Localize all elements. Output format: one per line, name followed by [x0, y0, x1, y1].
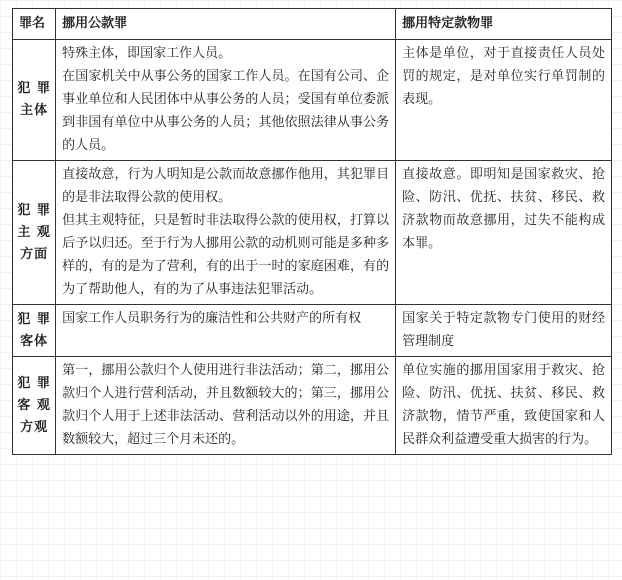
table-row-object — [13, 305, 612, 357]
cell-object-public-funds — [56, 305, 396, 357]
row-label-subjective — [13, 161, 56, 305]
cell-objective-specific-funds — [396, 357, 612, 455]
header-misappropriate-specific-funds: 挪用特定款物罪 — [396, 9, 612, 40]
cell-object-specific-funds — [396, 305, 612, 357]
row-label-line: 主体 — [20, 103, 49, 118]
table-header-row — [13, 9, 612, 40]
row-label-line: 主 观 — [17, 224, 51, 240]
cell-paragraph: 特殊主体，即国家工作人员。 — [62, 46, 232, 61]
cell-paragraph: 主体是单位，对于直接责任人员处罚的规定，是对单位实行单罚制的表现。 — [402, 46, 605, 107]
cell-paragraph: 在国家机关中从事公务的国家工作人员。在国有公司、企事业单位和人民团体中从事公务的人员；受国有单位委派到非国有单位中从事公务的人员；其他依照法律从事公务的人员。 — [62, 69, 390, 153]
row-label-object — [13, 305, 56, 357]
table-row-objective — [13, 357, 612, 455]
cell-paragraph: 国家关于特定款物专门使用的财经管理制度 — [402, 311, 605, 349]
header-crime-name: 罪名 — [13, 9, 56, 40]
cell-paragraph: 第一，挪用公款归个人使用进行非法活动；第二，挪用公款归个人进行营利活动，并且数额较大的；第三，挪用公款归个人用于上述非法活动、营利活动以外的用途，并且数额较大，超过三个月未还的。 — [62, 363, 390, 447]
cell-paragraph: 国家工作人员职务行为的廉洁性和公共财产的所有权 — [62, 311, 362, 326]
table-row-subjective — [13, 161, 612, 305]
cell-objective-public-funds — [56, 357, 396, 455]
cell-paragraph: 直接故意，行为人明知是公款而故意挪作他用，其犯罪目的是非法取得公款的使用权。 — [62, 167, 390, 205]
cell-paragraph: 但其主观特征，只是暂时非法取得公款的使用权，打算以后予以归还。至于行为人挪用公款的动机则可能是多种多样的，有的是为了营利，有的出于一时的家庭困难，有的为了帮助他人，有的为了从事违法犯罪活动。 — [62, 213, 390, 297]
cell-subjective-specific-funds — [396, 161, 612, 305]
table-row-subject — [13, 40, 612, 161]
header-embezzle-public-funds: 挪用公款罪 — [56, 9, 396, 40]
cell-subjective-public-funds — [56, 161, 396, 305]
row-label-line: 方面 — [20, 246, 49, 262]
cell-subject-public-funds — [56, 40, 396, 161]
row-label-line: 犯 罪 — [17, 202, 51, 218]
row-label-line: 客 观 — [17, 397, 51, 413]
row-label-line: 方观 — [20, 419, 49, 435]
row-label-objective — [13, 357, 56, 455]
cell-subject-specific-funds — [396, 40, 612, 161]
cell-paragraph: 直接故意。即明知是国家救灾、抢险、防汛、优抚、扶贫、移民、救济款物而故意挪用，过失不能构成本罪。 — [402, 167, 605, 251]
row-label-line: 犯 罪 — [17, 311, 51, 327]
row-label-subject — [13, 40, 56, 161]
comparison-table — [12, 8, 612, 455]
row-label-line: 犯 罪 — [17, 375, 51, 391]
cell-paragraph: 单位实施的挪用国家用于救灾、抢险、防汛、优抚、扶贫、移民、救济款物，情节严重，致使国家和人民群众利益遭受重大损害的行为。 — [402, 363, 605, 447]
row-label-line: 客体 — [20, 333, 49, 349]
row-label-line: 犯 罪 — [17, 81, 51, 96]
